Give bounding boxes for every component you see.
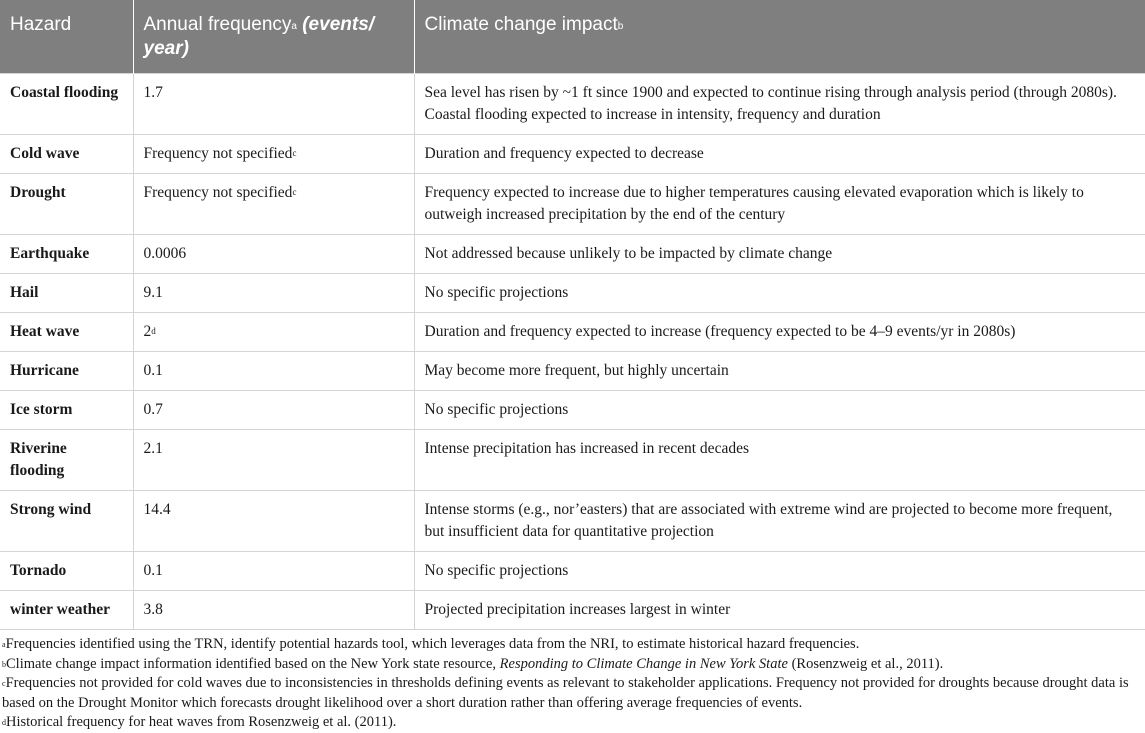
frequency-cell: 1.7 [133,74,414,135]
table-row [0,274,1145,313]
impact-cell: Intense precipitation has increased in recent decades [414,430,1145,491]
table-row [0,391,1145,430]
frequency-cell: 0.1 [133,352,414,391]
table-row [0,491,1145,552]
table-row [0,552,1145,591]
impact-cell: May become more frequent, but highly uncertain [414,352,1145,391]
hazard-cell: Ice storm [0,391,133,430]
hazard-cell: Coastal flooding [0,74,133,135]
footnote-a: $^a$Frequencies identified using the TRN, identify potential hazards tool, which leverages data from the NRI, to estimate historical hazard frequencies. [2,636,860,652]
hazard-cell: Tornado [0,552,133,591]
impact-cell: Frequency expected to increase due to higher temperatures causing elevated evaporation which is likely to outweigh increased precipitation by the end of the century [414,174,1145,235]
hazard-cell: Riverine flooding [0,430,133,491]
frequency-cell: Frequency not specified$^c$ [133,174,414,235]
impact-cell: Duration and frequency expected to decrease [414,135,1145,174]
table-row [0,174,1145,235]
hazard-cell: Drought [0,174,133,235]
table-footnotes [0,630,1145,733]
table-row [0,313,1145,352]
header-annual-frequency: Annual frequency$^a$ (events/ year) [133,0,414,74]
hazard-cell: Heat wave [0,313,133,352]
hazard-cell: Hurricane [0,352,133,391]
header-hazard: Hazard [0,0,133,74]
hazard-cell: Earthquake [0,235,133,274]
table-row [0,352,1145,391]
table-row [0,74,1145,135]
table-row [0,591,1145,630]
hazard-cell: winter weather [0,591,133,630]
table-row [0,430,1145,491]
impact-cell: Not addressed because unlikely to be impacted by climate change [414,235,1145,274]
impact-cell: Sea level has risen by ~1 ft since 1900 and expected to continue rising through analysis period (through 2080s). Coastal flooding expected to increase in intensity, frequency and duration [414,74,1145,135]
frequency-cell: Frequency not specified$^c$ [133,135,414,174]
impact-cell: No specific projections [414,391,1145,430]
frequency-cell: 0.0006 [133,235,414,274]
impact-cell: No specific projections [414,274,1145,313]
footnote-d: $^d$Historical frequency for heat waves from Rosenzweig et al. (2011). [2,714,397,730]
hazard-cell: Hail [0,274,133,313]
footnote-b: $^b$Climate change impact information identified based on the New York state resource, Responding to Climate Change in New York State (Rosenzweig et al., 2011). [2,655,944,672]
footnote-c: $^c$Frequencies not provided for cold waves due to inconsistencies in thresholds defining events as relevant to stakeholder applications. Frequency not provided for droughts because drought data is based on the Drought Monitor which forecasts drought likelihood over a short duration rather than offering average frequencies of events. [2,675,1129,711]
impact-cell: Duration and frequency expected to increase (frequency expected to be 4–9 events/yr in 2080s) [414,313,1145,352]
impact-cell: No specific projections [414,552,1145,591]
table-header [0,0,1145,74]
frequency-cell: 2$^d$ [133,313,414,352]
header-climate-impact: Climate change impact$^b$ [414,0,1145,74]
frequency-cell: 0.7 [133,391,414,430]
table-body [0,74,1145,630]
frequency-cell: 14.4 [133,491,414,552]
impact-cell: Projected precipitation increases largest in winter [414,591,1145,630]
frequency-cell: 2.1 [133,430,414,491]
frequency-cell: 9.1 [133,274,414,313]
table-row [0,235,1145,274]
hazard-cell: Cold wave [0,135,133,174]
frequency-cell: 0.1 [133,552,414,591]
hazard-cell: Strong wind [0,491,133,552]
frequency-cell: 3.8 [133,591,414,630]
table-row [0,135,1145,174]
impact-cell: Intense storms (e.g., nor’easters) that are associated with extreme wind are projected to become more frequent, but insufficient data for quantitative projection [414,491,1145,552]
